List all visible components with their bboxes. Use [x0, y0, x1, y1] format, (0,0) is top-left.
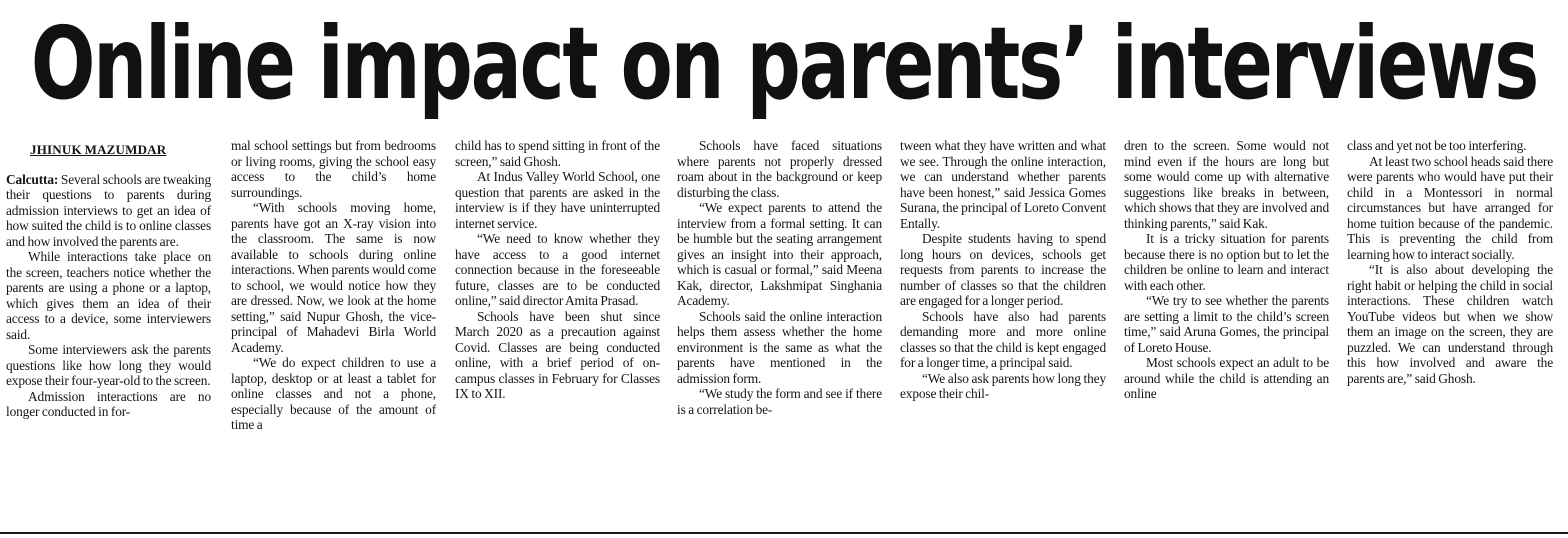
- column-3: [455, 138, 660, 526]
- paragraph: Schools said the online interaction helps them assess whether the home environment is the same as what the parents have mentioned in the admission form.: [677, 308, 882, 386]
- dateline: Calcutta:: [6, 171, 59, 187]
- paragraph: At Indus Valley World School, one question that parents are asked in the interview is if they have uninterrupted internet service.: [455, 169, 660, 231]
- paragraph: It is a tricky situation for parents because there is no option but to let the children be online to learn and interact with each other.: [1124, 231, 1329, 293]
- paragraph: Some interviewers ask the parents questions like how long they would expose their four-year-old to the screen.: [6, 342, 211, 388]
- paragraph: Schools have also had parents demanding more and more online classes so that the child is kept engaged for a longer time, a principal said.: [900, 308, 1106, 370]
- headline-text: Online impact on parents’ interviews: [30, 5, 1538, 122]
- paragraph-text: Several schools are tweaking their questions to parents during admission interviews to get an idea of how suited the child is to online classes and how involved the parents are.: [6, 171, 211, 249]
- column-2: [231, 138, 436, 526]
- column-6: [1124, 138, 1329, 526]
- article-body: [0, 138, 1568, 526]
- column-7: [1347, 138, 1553, 526]
- paragraph: Schools have faced situations where parents not properly dressed roam about in the background or keep disturbing the class.: [677, 138, 882, 200]
- bottom-rule: [0, 532, 1568, 534]
- paragraph: “With schools moving home, parents have got an X-ray vision into the classroom. The same is now available to schools during online interactions. When parents would come to school, we would notice how they are dressed. Now, we look at the home setting,” said Nupur Ghosh, the vice-principal of Mahadevi Birla World Academy.: [231, 200, 436, 355]
- column-5: [900, 138, 1106, 526]
- paragraph: Most schools expect an adult to be around while the child is attending an online: [1124, 355, 1329, 401]
- byline: JHINUK MAZUMDAR: [30, 142, 167, 157]
- paragraph: mal school settings but from bedrooms or living rooms, giving the school easy access to the child’s home surroundings.: [231, 138, 436, 200]
- column-1: [6, 138, 211, 526]
- paragraph: class and yet not be too interfering.: [1347, 138, 1527, 153]
- paragraph: child has to spend sitting in front of the screen,” said Ghosh.: [455, 138, 660, 169]
- paragraph: Admission interactions are no longer conducted in for-: [6, 388, 211, 419]
- column-4: [677, 138, 882, 526]
- paragraph: “It is also about developing the right habit or helping the child in social interactions. These children watch YouTube videos but when we show them an image on the screen, they are puzzled. We can understand through this how involved and aware the parents are,” said Ghosh.: [1347, 262, 1553, 386]
- paragraph: [6, 172, 211, 250]
- paragraph: Despite students having to spend long hours on devices, schools get requests from parents to increase the number of classes so that the children are engaged for a longer period.: [900, 231, 1106, 308]
- paragraph: dren to the screen. Some would not mind even if the hours are long but some would come up with alternative suggestions like breaks in between, which shows that they are involved and thinking parents,” said Kak.: [1124, 138, 1329, 231]
- paragraph: Schools have been shut since March 2020 as a precaution against Covid. Classes are being conducted online, with a brief period of on-campus classes in February for Classes IX to XII.: [455, 308, 660, 401]
- paragraph: While interactions take place on the screen, teachers notice whether the parents are using a phone or a laptop, which gives them an idea of their access to a device, some interviewers said.: [6, 249, 211, 342]
- paragraph: “We do expect children to use a laptop, desktop or at least a tablet for online classes and not a phone, especially because of the amount of time a: [231, 355, 436, 432]
- paragraph: At least two school heads said there were parents who would have put their child in a Montessori in normal circumstances but have arranged for home tuition because of the pandemic. This is preventing the child from learning how to interact socially.: [1347, 153, 1553, 262]
- paragraph: “We try to see whether the parents are setting a limit to the child’s screen time,” said Aruna Gomes, the principal of Loreto House.: [1124, 293, 1329, 355]
- paragraph: tween what they have written and what we see. Through the online interaction, we can understand whether parents have been honest,” said Jessica Gomes Surana, the principal of Loreto Convent Entally.: [900, 138, 1106, 231]
- paragraph: “We need to know whether they have access to a good internet connection because in the foreseeable future, classes are to be conducted online,” said director Amita Prasad.: [455, 231, 660, 308]
- paragraph: “We expect parents to attend the interview from a formal setting. It can be humble but the seating arrangement gives an insight into their approach, which is casual or formal,” said Meena Kak, director, Lakshmipat Singhania Academy.: [677, 200, 882, 308]
- paragraph: “We study the form and see if there is a correlation be-: [677, 386, 882, 417]
- headline: [0, 0, 1568, 128]
- paragraph: “We also ask parents how long they expose their chil-: [900, 370, 1106, 401]
